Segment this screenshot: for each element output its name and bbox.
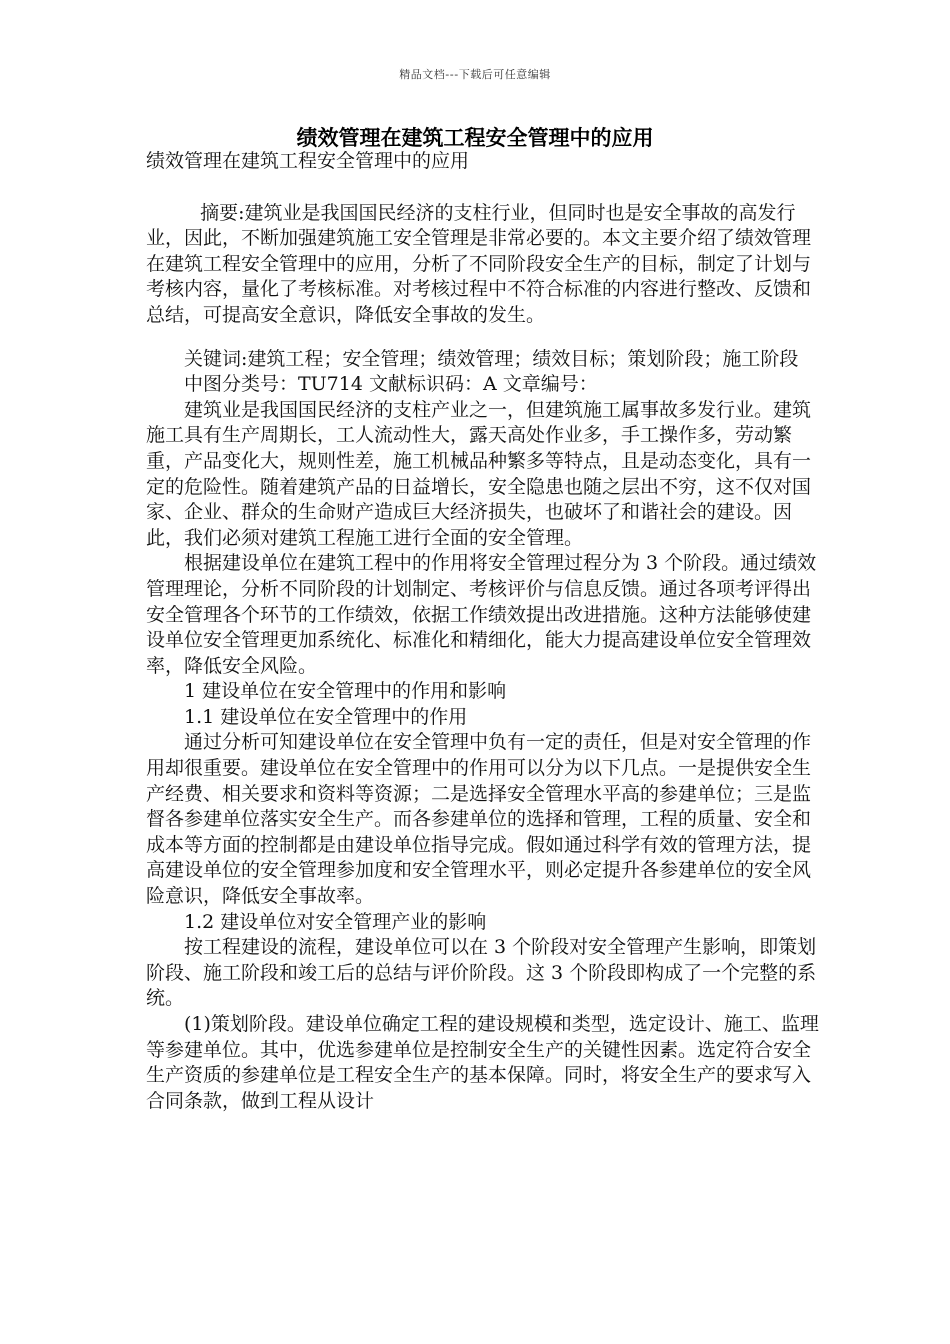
body-paragraph: 按工程建设的流程，建设单位可以在 3 个阶段对安全管理产生影响，即策划阶段、施工阶段和竣工后的总结与评价阶段。这 3 个阶段即构成了一个完整的系统。 (146, 936, 817, 1010)
page-title: 绩效管理在建筑工程安全管理中的应用 (296, 126, 654, 150)
body-paragraph: 通过分析可知建设单位在安全管理中负有一定的责任，但是对安全管理的作用却很重要。建设单位在安全管理中的作用可以分为以下几点。一是提供安全生产经费、相关要求和资料等资源；二是选择安全管理水平高的参建单位；三是监督各参建单位落实安全生产。而各参建单位的选择和管理，工程的质量、安全和成本等方面的控制都是由建设单位指导完成。假如通过科学有效的管理方法，提高建设单位的安全管理参加度和安全管理水平，则必定提升各参建单位的安全风险意识，降低安全事故率。 (146, 731, 812, 908)
subsection-heading: 1.2 建设单位对安全管理产业的影响 (184, 910, 487, 933)
subtitle: 绩效管理在建筑工程安全管理中的应用 (146, 150, 470, 172)
document-body (146, 149, 826, 1114)
spacer (146, 175, 826, 201)
keywords-paragraph: 关键词:建筑工程；安全管理；绩效管理；绩效目标；策划阶段；施工阶段 (184, 347, 799, 370)
section-heading: 1 建设单位在安全管理中的作用和影响 (184, 680, 507, 703)
header-note: 精品文档---下载后可任意编辑 (399, 68, 551, 81)
body-paragraph: 根据建设单位在建筑工程中的作用将安全管理过程分为 3 个阶段。通过绩效管理理论，分析不同阶段的计划制定、考核评价与信息反馈。通过各项考评得出安全管理各个环节的工作绩效，依据工作绩效提出改进措施。这种方法能够使建设单位安全管理更加系统化、标准化和精细化，能大力提高建设单位安全管理效率，降低安全风险。 (146, 552, 817, 677)
subsection-heading: 1.1 建设单位在安全管理中的作用 (184, 705, 468, 728)
abstract-paragraph: 摘要:建筑业是我国国民经济的支柱行业，但同时也是安全事故的高发行业，因此，不断加强建筑施工安全管理是非常必要的。本文主要介绍了绩效管理在建筑工程安全管理中的应用，分析了不同阶段安全生产的目标，制定了计划与考核内容，量化了考核标准。对考核过程中不符合标准的内容进行整改、反馈和总结，可提高安全意识，降低安全事故的发生。 (146, 201, 812, 326)
spacer (146, 329, 826, 347)
body-paragraph: 建筑业是我国国民经济的支柱产业之一，但建筑施工属事故多发行业。建筑施工具有生产周期长，工人流动性大，露天高处作业多，手工操作多，劳动繁重，产品变化大，规则性差，施工机械品种繁多等特点，且是动态变化，具有一定的危险性。随着建筑产品的日益增长，安全隐患也随之层出不穷，这不仅对国家、企业、群众的生命财产造成巨大经济损失，也破坏了和谐社会的建设。因此，我们必须对建筑工程施工进行全面的安全管理。 (146, 398, 812, 549)
body-paragraph: (1)策划阶段。建设单位确定工程的建设规模和类型，选定设计、施工、监理等参建单位。其中，优选参建单位是控制安全生产的关键性因素。选定符合安全生产资质的参建单位是工程安全生产的基本保障。同时，将安全生产的要求写入合同条款，做到工程从设计 (146, 1013, 819, 1112)
classification-line: 中图分类号：TU714 文献标识码：A 文章编号： (184, 373, 598, 396)
